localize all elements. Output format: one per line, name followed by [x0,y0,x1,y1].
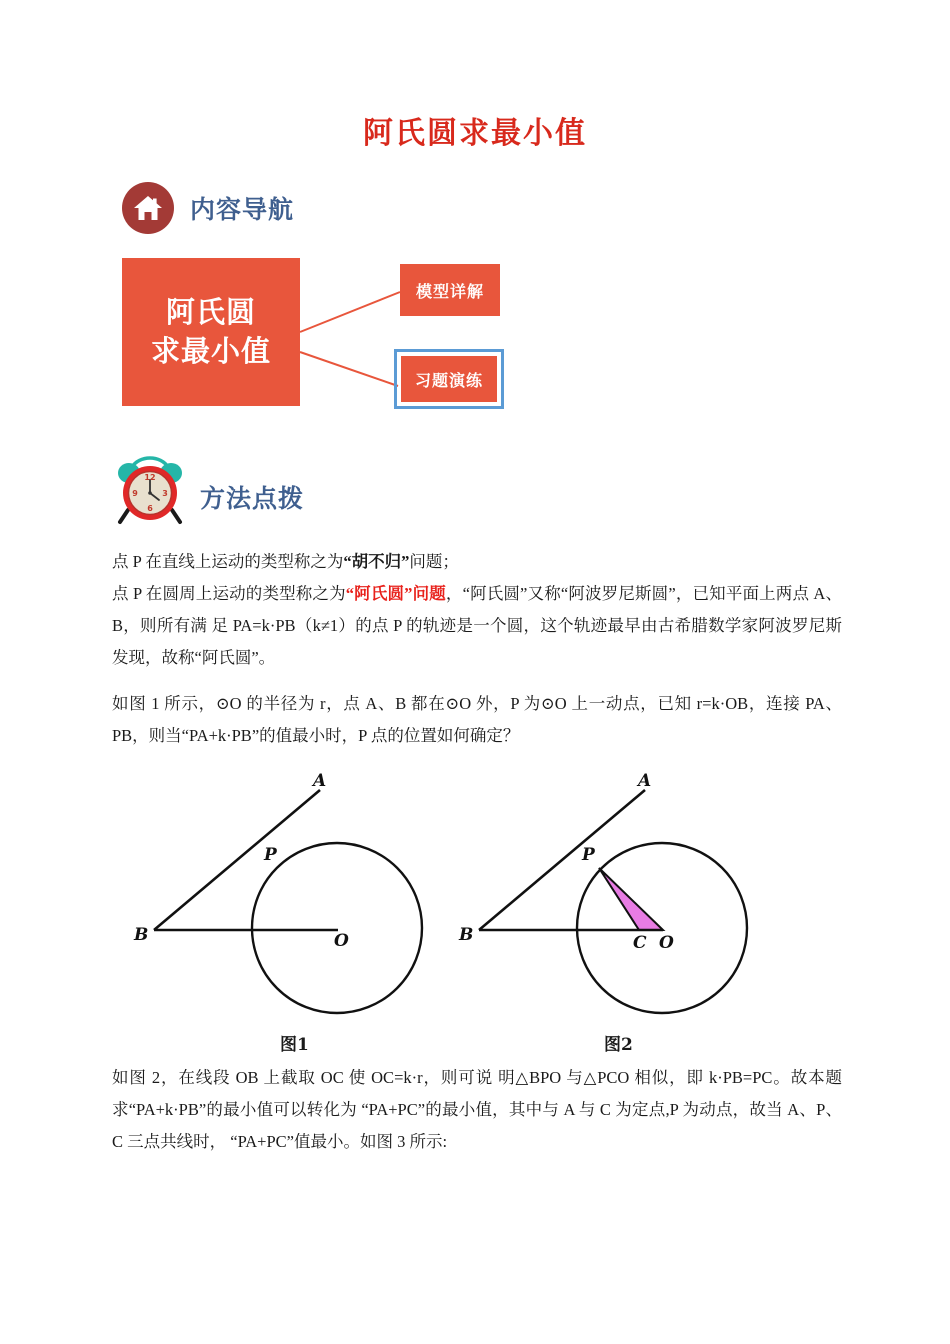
figure-2-graphic [458,771,747,1013]
home-icon [122,182,174,234]
svg-text:P: P [582,845,595,865]
p2-suffix: ，“阿氏圆”又称“阿波罗尼斯圆”，已知平面上两点 A、B，则所有满 足 PA=k·PB（k≠1）的点 P 的轨迹是一个圆，这个轨迹最早由古希腊数学家阿波罗尼斯发现，故称“阿氏圆”。 [112,584,842,667]
p1-prefix: 点 P 在直线上运动的类型称之为 [112,552,344,571]
mindmap-branch-model-detail[interactable]: 模型详解 [400,264,500,316]
p2-red-term: “阿氏圆”问题 [345,584,446,603]
page-title: 阿氏圆求最小值 [363,116,587,151]
mindmap-diagram [122,256,517,411]
svg-text:B: B [134,925,149,945]
p1-suffix: 问题； [409,552,459,571]
p2-prefix: 点 P 在圆周上运动的类型称之为 [112,584,346,603]
svg-text:O: O [659,933,674,953]
svg-text:P: P [264,845,277,865]
figure-1-caption: 图1 [280,1035,309,1055]
alarm-clock-icon [112,452,188,528]
mindmap-root-line1: 阿氏圆 [165,294,256,329]
p1-bold-term: “胡不归” [343,552,410,571]
svg-text:B: B [459,925,474,945]
paragraph-line-1 [112,546,842,578]
paragraph-block-intro [112,546,842,674]
paragraph-block-figure1 [112,688,842,752]
geometry-figures-svg [112,768,842,1028]
figure-group [112,768,842,1058]
figure-2-caption: 图2 [604,1035,633,1055]
paragraph-line-2 [112,578,842,674]
figure-1-graphic [133,771,422,1013]
paragraph-block-figure2 [112,1062,842,1158]
svg-text:6: 6 [147,504,153,513]
svg-text:A: A [638,771,652,791]
section-label-method: 方法点拨 [200,484,305,513]
paragraph-figure1-desc: 如图 1 所示，⊙O 的半径为 r，点 A、B 都在⊙O 外，P 为⊙O 上一动点，已知 r=k·OB，连接 PA、PB，则当“PA+k·PB”的值最小时，P 点的位置如何确定？ [112,694,842,745]
svg-text:O: O [334,931,349,951]
svg-text:C: C [633,933,647,953]
section-header-method [112,452,304,528]
mindmap-root-line2: 求最小值 [150,334,271,368]
svg-text:A: A [313,771,327,791]
svg-text:9: 9 [132,489,138,498]
mindmap-branch-exercise[interactable]: 习题演练 [401,356,497,402]
mindmap-branch-exercise-selection[interactable] [394,349,504,409]
svg-text:3: 3 [162,489,168,498]
section-label-navigation: 内容导航 [190,195,295,224]
mindmap-root-node[interactable] [122,258,300,406]
svg-text:12: 12 [144,473,156,482]
section-header-navigation [122,182,294,234]
paragraph-figure2-desc: 如图 2，在线段 OB 上截取 OC 使 OC=k·r，则可说 明△BPO 与△PCO 相似，即 k·PB=PC。故本题求“PA+k·PB”的最小值可以转化为 “PA+PC”的最小值，其中与 A 与 C 为定点,P 为动点，故当 A、P、C 三点共线时， “PA+PC”值最小。如图 3 所示: [112,1068,842,1151]
